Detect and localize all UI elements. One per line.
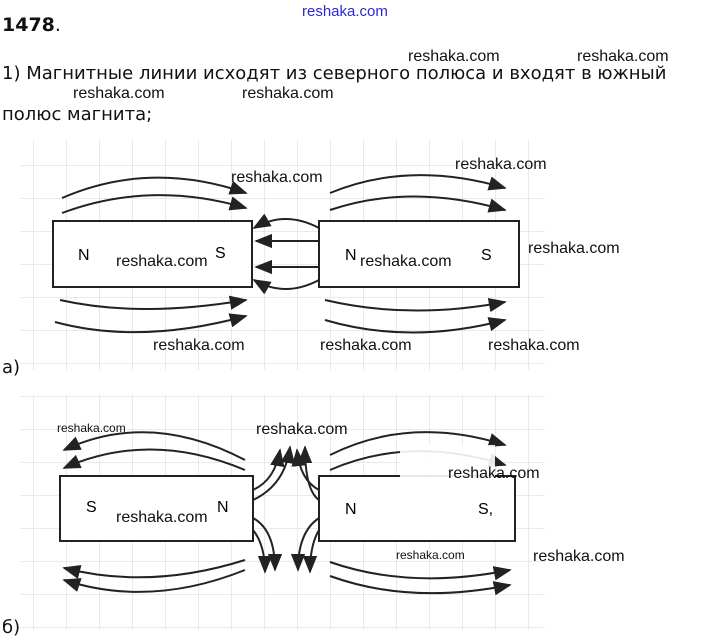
pole-a-left-s: S [215, 245, 226, 262]
pole-b-right-n: N [345, 501, 357, 518]
watermark: reshaka.com [408, 48, 500, 65]
watermark: reshaka.com [73, 85, 165, 102]
watermark: reshaka.com [577, 48, 669, 65]
pole-a-left-n: N [78, 247, 90, 264]
figure-a-label: а) [2, 357, 21, 378]
pole-a-right-s: S [481, 247, 492, 264]
problem-number-value: 1478 [2, 14, 55, 36]
pole-a-right-n: N [345, 247, 357, 264]
watermark: reshaka.com [242, 85, 334, 102]
watermark: reshaka.com [256, 421, 348, 438]
watermark: reshaka.com [57, 421, 126, 435]
watermark: reshaka.com [528, 240, 620, 257]
pole-b-left-s: S [86, 499, 97, 516]
erased-area [400, 445, 495, 535]
watermark: reshaka.com [448, 465, 540, 482]
pole-b-right-s: S, [478, 501, 494, 518]
pole-b-left-n: N [217, 499, 229, 516]
problem-number [2, 14, 61, 36]
watermark: reshaka.com [488, 337, 580, 354]
watermark: reshaka.com [116, 253, 208, 270]
answer-line-2: полюс магнита; [2, 104, 153, 125]
watermark: reshaka.com [396, 548, 465, 562]
watermark: reshaka.com [231, 169, 323, 186]
watermark: reshaka.com [533, 548, 625, 565]
watermark: reshaka.com [360, 253, 452, 270]
problem-number-suffix: . [54, 14, 61, 36]
watermark: reshaka.com [116, 509, 208, 526]
watermark: reshaka.com [455, 156, 547, 173]
answer-line-1: 1) Магнитные линии исходят из северного полюса и входят в южный [2, 63, 667, 84]
figure-b-label: б) [2, 617, 21, 638]
site-watermark-top: reshaka.com [302, 3, 388, 20]
watermark: reshaka.com [320, 337, 412, 354]
watermark: reshaka.com [153, 337, 245, 354]
